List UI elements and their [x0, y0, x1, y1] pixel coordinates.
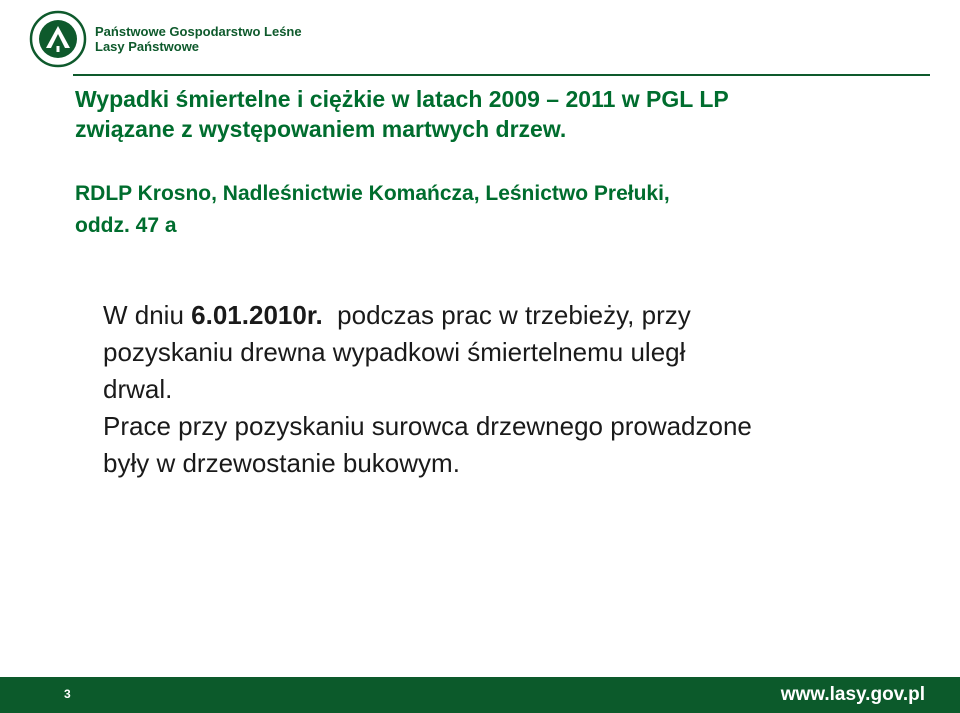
lasy-panstwowe-logo-icon: [29, 10, 87, 68]
slide-footer: [0, 677, 960, 713]
org-name-line2: Lasy Państwowe: [95, 39, 200, 54]
body-intro: W dniu: [103, 300, 192, 330]
slide-title: [75, 84, 895, 144]
body-line3: drwal.: [103, 374, 173, 404]
location-line1: RDLP Krosno, Nadleśnictwie Komańcza, Leśnictwo Prełuki,: [75, 182, 670, 205]
title-line1: Wypadki śmiertelne i ciężkie w latach 2009 – 2011 w PGL LP: [75, 86, 729, 112]
slide-body: [103, 297, 923, 482]
header-divider: [73, 74, 930, 76]
location-line2: oddz. 47 a: [75, 214, 177, 237]
page-number: 3: [64, 687, 71, 701]
location-heading: [75, 178, 915, 242]
body-line1: [103, 297, 923, 334]
footer-url: www.lasy.gov.pl: [780, 684, 925, 705]
body-rest1: podczas prac w trzebieży, przy: [322, 300, 691, 330]
accident-date: 6.01.2010r.: [191, 300, 323, 330]
body-line4: Prace przy pozyskaniu surowca drzewnego prowadzone: [103, 411, 752, 441]
org-name-line1: Państwowe Gospodarstwo Leśne: [95, 24, 302, 39]
title-line2: związane z występowaniem martwych drzew.: [75, 116, 567, 142]
organization-name: [95, 24, 302, 54]
body-line5: były w drzewostanie bukowym.: [103, 448, 460, 478]
body-line2: pozyskaniu drewna wypadkowi śmiertelnemu uległ: [103, 337, 686, 367]
slide-header: [0, 0, 960, 78]
